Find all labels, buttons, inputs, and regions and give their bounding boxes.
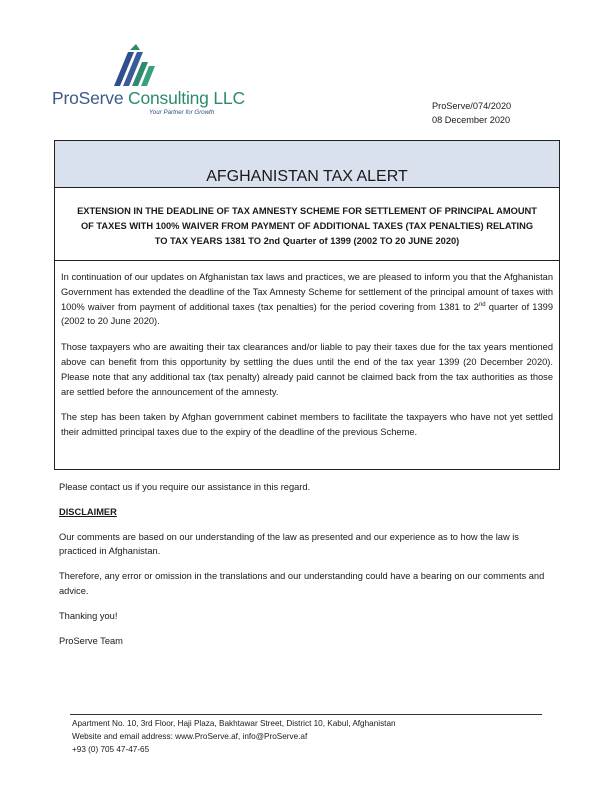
footer <box>72 717 396 756</box>
brand-name <box>52 88 245 109</box>
brand-name-part2: Consulting LLC <box>123 88 245 108</box>
signoff: ProServe Team <box>59 635 123 646</box>
alert-paragraph-1 <box>61 270 553 329</box>
alert-paragraph-1-b: quarter of 1399 (2002 to 20 June 2020). <box>61 301 553 327</box>
alert-paragraph-1-sup: nd <box>478 301 486 308</box>
footer-contact[interactable]: Website and email address: www.ProServe.af, info@ProServe.af <box>72 732 308 741</box>
reference-block <box>432 100 511 127</box>
brand-tagline: Your Partner for Growth <box>149 109 215 116</box>
alert-paragraph-2: Those taxpayers who are awaiting their tax clearances and/or liable to pay their taxes due for the tax years mentioned above can benefit from this opportunity by settling the dues until the end of the tax year 1399 (20 December 2020). Please note that any additional tax (tax penalty) already paid cannot be claimed back from the tax authorities as those are settled before the announcement of the amnesty. <box>61 342 553 397</box>
footer-address: Apartment No. 10, 3rd Floor, Haji Plaza, Bakhtawar Street, District 10, Kabul, Afghanistan <box>72 719 396 728</box>
disclaimer-paragraph-2: Therefore, any error or omission in the translations and our understanding could have a bearing on our comments and advice. <box>59 571 545 596</box>
alert-paragraph-1-a: In continuation of our updates on Afghanistan tax laws and practices, we are pleased to inform you that the Afghanistan Government has extended the deadline of the Tax Amnesty Scheme for settlement of the principal amount of taxes with 100% waiver from payment of additional taxes (tax penalties) for the period covering from 1381 to 2 <box>61 272 553 312</box>
reference-number: ProServe/074/2020 <box>432 101 512 111</box>
alert-subtitle: EXTENSION IN THE DEADLINE OF TAX AMNESTY SCHEME FOR SETTLEMENT OF PRINCIPAL AMOUNT OF TAXES WITH 100% WAIVER FROM PAYMENT OF ADDITIONAL TAXES (TAX PENALTIES) RELATING TO TAX YEARS 1381 TO 2nd Quarter of 1399 (2002 TO 20 JUNE 2020) <box>55 188 559 261</box>
thanks-line: Thanking you! <box>59 610 118 621</box>
alert-body <box>55 261 559 440</box>
footer-divider <box>70 714 542 715</box>
tax-alert-box <box>54 140 560 470</box>
contact-note: Please contact us if you require our assistance in this regard. <box>59 482 311 492</box>
logo-mark-icon <box>110 44 160 88</box>
main-content <box>59 480 553 658</box>
document-date: 08 December 2020 <box>432 114 511 125</box>
alert-paragraph-3: The step has been taken by Afghan government cabinet members to facilitate the taxpayers who have not yet settled their admitted principal taxes due to the expiry of the deadline of the previous Scheme. <box>61 412 553 438</box>
footer-phone: +93 (0) 705 47-47-65 <box>72 745 150 754</box>
company-logo <box>52 44 245 120</box>
disclaimer-paragraph-1: Our comments are based on our understanding of the law as presented and our experience as to how the law is practiced in Afghanistan. <box>59 531 519 557</box>
alert-title: AFGHANISTAN TAX ALERT <box>55 141 559 188</box>
disclaimer-heading: DISCLAIMER <box>59 506 117 517</box>
brand-name-part1: ProServe <box>52 88 124 108</box>
